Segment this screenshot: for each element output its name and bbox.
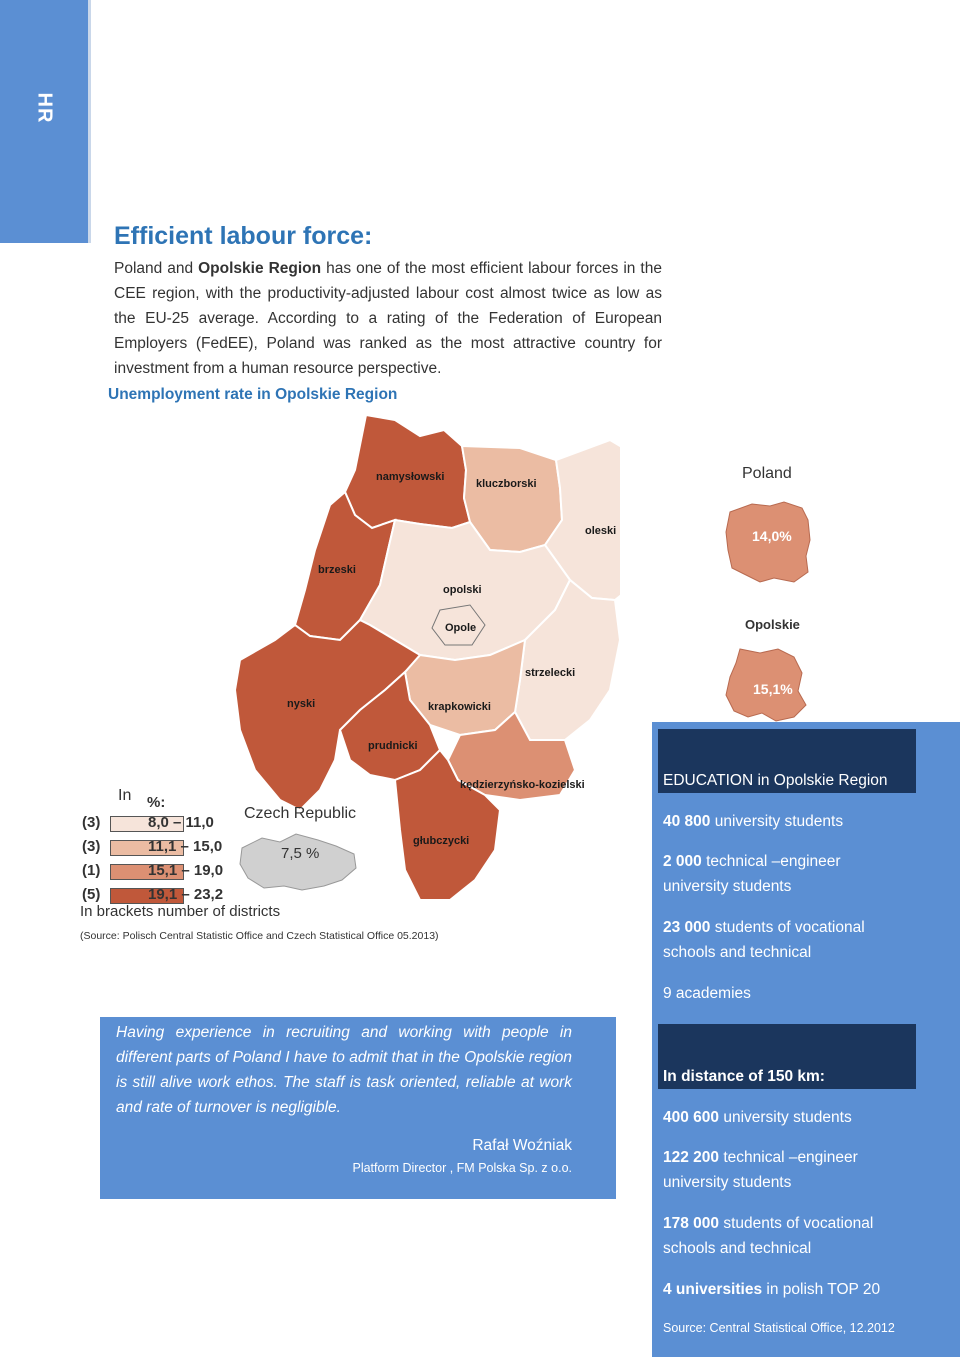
brackets-note: In brackets number of districts [80, 903, 281, 920]
education-item-value: 40 800 [663, 813, 711, 830]
intro-text-2: has one of the most efficient labour forces in the CEE region, with the productivity-adjusted labour cost almost twice as low as the EU-25 average. According to a rating of the Federation of European Employers (FedEE), Poland was ranked as the most attractive country for investment from a human resource perspective. [114, 260, 662, 377]
distance-item-value: 178 000 [663, 1215, 720, 1232]
education-item-text: technical –engineer university students [663, 853, 841, 895]
education-item-text: university students [710, 813, 844, 830]
education-item [663, 809, 903, 834]
quote-role: Platform Director , FM Polska Sp. z o.o. [352, 1161, 572, 1175]
legend-unit: %: [147, 794, 166, 811]
education-item-value: 2 000 [663, 853, 702, 870]
distance-item-text: in polish TOP 20 [762, 1281, 881, 1298]
czech-label: Czech Republic [244, 805, 357, 822]
side-tab-label-wrap [0, 0, 88, 243]
label-opolski: opolski [443, 584, 482, 596]
education-item-text: 9 academies [663, 985, 751, 1002]
label-namyslowski: namysłowski [376, 471, 445, 483]
label-opole: Opole [445, 622, 477, 634]
distance-item [663, 1145, 903, 1195]
distance-item-text: university students [719, 1109, 852, 1126]
map-title: Unemployment rate in Opolskie Region [108, 386, 398, 403]
intro-bold: Opolskie Region [198, 260, 322, 277]
intro-paragraph [114, 256, 662, 381]
education-item [663, 849, 903, 899]
legend-row [80, 814, 240, 836]
czech-map [236, 830, 362, 896]
legend-range: 11,1 – 15,0 [148, 838, 223, 855]
label-kluczborski: kluczborski [476, 478, 537, 490]
quote-author: Rafał Woźniak [472, 1137, 572, 1154]
opolskie-label: Opolskie [745, 617, 800, 632]
education-item-value: 23 000 [663, 919, 711, 936]
distance-item [663, 1277, 923, 1302]
label-prudnicki: prudnicki [368, 740, 418, 752]
distance-item-value: 4 universities [663, 1281, 763, 1298]
czech-value: 7,5 % [281, 845, 320, 862]
legend-range: 19,1 – 23,2 [148, 886, 224, 903]
distance-item-value: 400 600 [663, 1109, 720, 1126]
opolskie-value: 15,1% [753, 681, 793, 697]
legend-range: 8,0 – 11,0 [148, 814, 214, 831]
label-brzeski: brzeski [318, 564, 356, 576]
education-heading: EDUCATION in Opolskie Region [663, 772, 888, 789]
label-strzelecki: strzelecki [525, 667, 576, 679]
quote-text: Having experience in recruiting and working with people in different parts of Poland I have to admit that in the Opolskie region is still alive work ethos. The staff is task oriented, reliable at work and rate of turnover is negligible. [116, 1024, 572, 1116]
side-tab-label: HR [33, 92, 56, 124]
education-item [663, 981, 903, 1006]
distance-item [663, 1105, 903, 1130]
poland-value: 14,0% [752, 528, 792, 544]
section-title: Efficient labour force: [114, 222, 373, 250]
distance-item-value: 122 200 [663, 1149, 720, 1166]
legend-count: (5) [82, 886, 101, 903]
poland-label: Poland [742, 465, 792, 482]
label-oleski: oleski [585, 525, 617, 537]
legend-range: 15,1 – 19,0 [148, 862, 224, 879]
distance-item-text: technical –engineer university students [663, 1149, 858, 1191]
legend-count: (3) [82, 838, 101, 855]
legend-row [80, 838, 240, 860]
distance-item [663, 1211, 903, 1261]
distance-heading: In distance of 150 km: [663, 1068, 825, 1085]
label-nyski: nyski [287, 698, 316, 710]
legend-count: (1) [82, 862, 101, 879]
label-glubczycki: głubczycki [413, 835, 470, 847]
legend-row [80, 862, 240, 884]
education-item [663, 915, 903, 965]
legend-in: In [118, 787, 132, 804]
distance-item-text: students of vocational schools and technical [663, 1215, 874, 1257]
map-source-note: (Source: Polisch Central Statistic Office and Czech Statistical Office 05.2013) [80, 930, 439, 942]
label-krapkowicki: krapkowicki [428, 701, 491, 713]
distance-source: Source: Central Statistical Office, 12.2012 [663, 1321, 895, 1335]
education-item-text: students of vocational schools and technical [663, 919, 865, 961]
intro-text-1: Poland and [114, 260, 199, 277]
legend-count: (3) [82, 814, 101, 831]
label-kedzierzynsko: kędzierzyńsko-kozielski [460, 779, 585, 791]
